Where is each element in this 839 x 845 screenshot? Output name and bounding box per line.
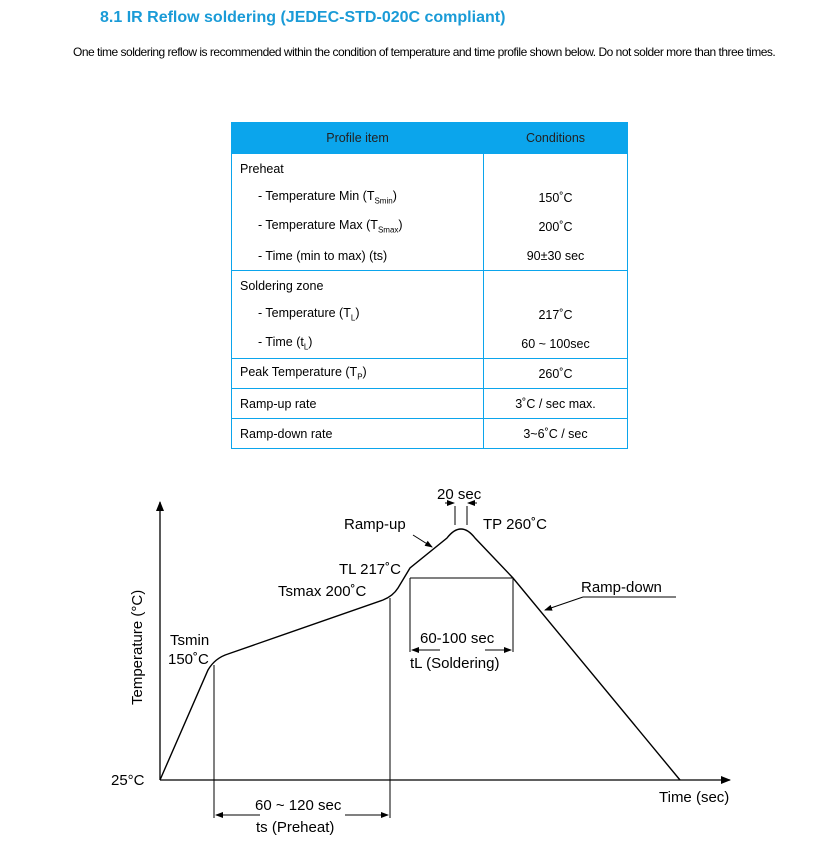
table-row bbox=[232, 241, 628, 271]
table-row bbox=[232, 154, 628, 184]
header-conditions: Conditions bbox=[484, 123, 628, 154]
row-rampdown-label: Ramp-down rate bbox=[232, 419, 484, 449]
y-axis-label: Temperature (°C) bbox=[129, 589, 146, 705]
table-row bbox=[232, 300, 628, 329]
row-tl-value: 217˚C bbox=[484, 300, 628, 329]
row-tsmin-value: 150˚C bbox=[484, 183, 628, 212]
table-row bbox=[232, 329, 628, 359]
row-preheat: Preheat bbox=[232, 154, 484, 184]
intro-paragraph: One time soldering reflow is recommended within the condition of temperature and time profile shown below. Do not solder more than three times. bbox=[73, 45, 776, 59]
tsmin-name-label: Tsmin bbox=[170, 632, 210, 649]
row-rampup-label: Ramp-up rate bbox=[232, 389, 484, 419]
reflow-profile-table bbox=[231, 122, 628, 449]
ramp-down-label: Ramp-down bbox=[581, 579, 662, 596]
row-soldering-zone: Soldering zone bbox=[232, 271, 484, 301]
soldering-name-label: tL (Soldering) bbox=[410, 655, 500, 672]
table-row bbox=[232, 389, 628, 419]
preheat-time-label: 60 ~ 120 sec bbox=[255, 797, 342, 814]
table-row bbox=[232, 419, 628, 449]
row-peak-value: 260˚C bbox=[484, 359, 628, 389]
ramp-up-label: Ramp-up bbox=[344, 516, 406, 533]
dimension-arrows bbox=[216, 503, 583, 815]
preheat-name-label: ts (Preheat) bbox=[256, 819, 335, 836]
row-ts-value: 90±30 sec bbox=[484, 241, 628, 271]
row-tsmax-label: - Temperature Max $(T_{Smax})$ bbox=[232, 212, 484, 241]
tp-label: TP 260˚C bbox=[483, 516, 547, 533]
x-axis-label: Time (sec) bbox=[659, 789, 730, 806]
table-row bbox=[232, 271, 628, 301]
row-rampdown-value: 3~6˚C / sec bbox=[484, 419, 628, 449]
soldering-time-label: 60-100 sec bbox=[420, 630, 495, 647]
peak-duration-label: 20 sec bbox=[437, 486, 482, 503]
row-tl-label: - Temperature $(T_L)$ bbox=[232, 300, 484, 329]
table-row bbox=[232, 183, 628, 212]
reflow-profile-diagram bbox=[0, 470, 839, 845]
row-tlt-value: 60 ~ 100sec bbox=[484, 329, 628, 359]
row-tsmax-value: 200˚C bbox=[484, 212, 628, 241]
row-tsmin-label: - Temperature Min $(T_{Smin})$ bbox=[232, 183, 484, 212]
table-row bbox=[232, 359, 628, 389]
row-peak-label: Peak Temperature $(T_P)$ bbox=[232, 359, 484, 389]
table-row bbox=[232, 212, 628, 241]
section-title: 8.1 IR Reflow soldering (JEDEC-STD-020C compliant) bbox=[100, 9, 506, 26]
temp-25-label: 25°C bbox=[111, 772, 145, 789]
row-rampup-value: 3˚C / sec max. bbox=[484, 389, 628, 419]
row-ts-label: - Time (min to max) (ts) bbox=[232, 241, 484, 271]
row-tlt-label: - Time $(t_L)$ bbox=[232, 329, 484, 359]
table-header-row bbox=[232, 123, 628, 154]
tl-label: TL 217˚C bbox=[339, 561, 401, 578]
tsmin-temp-label: 150˚C bbox=[168, 651, 209, 668]
tsmax-label: Tsmax 200˚C bbox=[278, 583, 367, 600]
header-profile-item: Profile item bbox=[232, 123, 484, 154]
